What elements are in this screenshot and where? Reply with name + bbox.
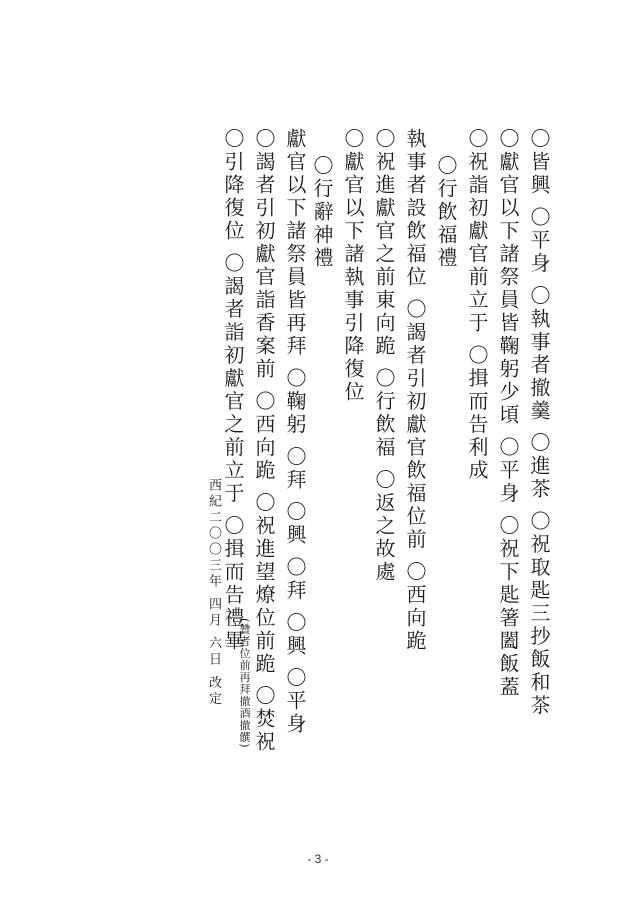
text-line-6: 〇祝進獻官之前東向跪 〇行飲福 〇返之故處 (372, 128, 396, 584)
text-line-4: 〇行飲福禮 (434, 155, 458, 270)
text-line-1: 〇皆興 〇平身 〇執事者撤羹 〇進茶 〇祝取匙三抄飯和茶 (527, 128, 551, 718)
text-line-3: 〇祝詣初獻官前立于 〇揖而告利成 (465, 128, 489, 483)
parenthetical-note: (贊者位前再拜撤酒撤饌) (238, 618, 251, 749)
text-line-2: 〇獻官以下諸祭員皆鞠躬少頃 〇平身 〇祝下匙箸闔飯蓋 (496, 128, 520, 699)
text-line-7: 〇獻官以下諸執事引降復位 (341, 128, 365, 404)
text-line-8: 〇行辭神禮 (310, 155, 334, 270)
text-line-10: 〇謁者引初獻官詣香案前 〇西向跪 〇祝進望燎位前跪 〇焚祝 (252, 128, 276, 755)
text-line-5: 執事者設飲福位 〇謁者引初獻官飲福位前 〇西向跪 (403, 128, 427, 653)
revision-date: 西紀二〇〇三年 四月 六日 改定 (206, 478, 221, 708)
text-line-11: 〇引降復位 〇謁者詣初獻官之前立于 〇揖而告禮畢 (221, 128, 245, 653)
page-number: - 3 - (307, 852, 329, 866)
text-line-9: 獻官以下諸祭員皆再拜 〇鞠躬 〇拜 〇興 〇拜 〇興 〇平身 (283, 128, 307, 737)
